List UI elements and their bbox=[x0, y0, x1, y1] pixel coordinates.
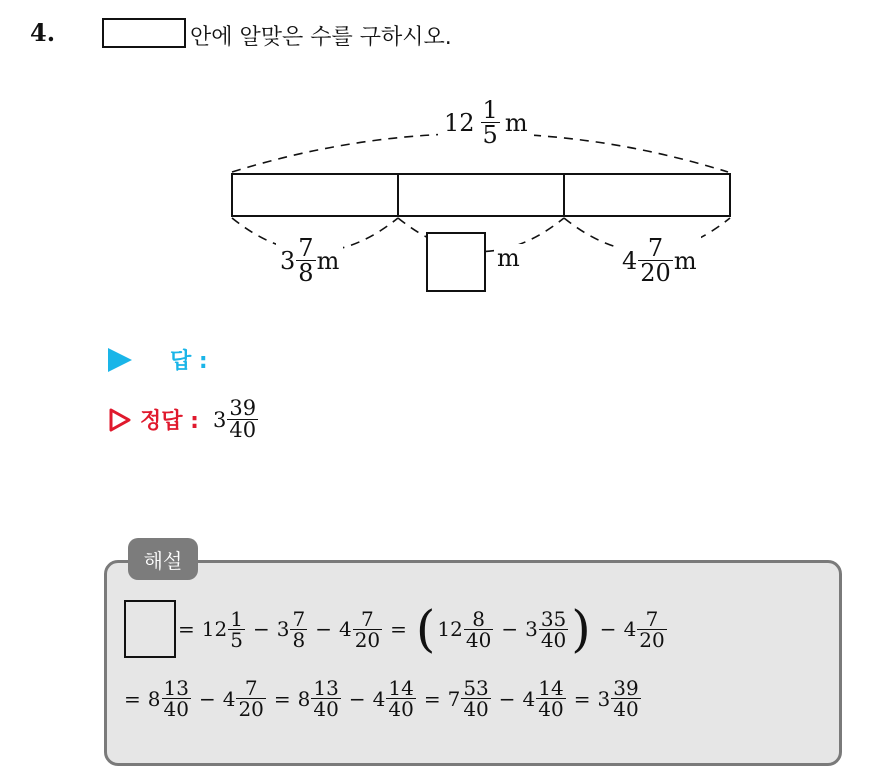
middle-unit: m bbox=[494, 244, 523, 272]
whole-number: 4 bbox=[222, 686, 236, 711]
numerator: 8 bbox=[472, 606, 485, 631]
whole-number: 8 bbox=[147, 686, 161, 711]
mixed-number bbox=[276, 606, 308, 652]
question-text: 안에 알맞은 수를 구하시오. bbox=[190, 25, 452, 50]
denominator: 40 bbox=[540, 627, 567, 652]
denominator: 40 bbox=[613, 697, 639, 721]
right-length-label bbox=[618, 236, 701, 285]
minus-sign: − bbox=[198, 686, 216, 711]
numerator: 7 bbox=[298, 234, 314, 262]
numerator: 13 bbox=[163, 676, 189, 700]
mixed-number bbox=[448, 678, 492, 719]
whole-number: 4 bbox=[372, 686, 386, 711]
whole-number: 12 bbox=[201, 617, 228, 641]
whole-number: 4 bbox=[622, 246, 638, 275]
fraction bbox=[638, 236, 673, 285]
whole-number: 3 bbox=[276, 617, 290, 641]
left-length-label bbox=[276, 236, 343, 285]
numerator: 7 bbox=[292, 606, 306, 631]
whole-number: 12 bbox=[444, 108, 475, 137]
fraction bbox=[461, 678, 490, 719]
denominator: 5 bbox=[482, 121, 498, 149]
whole-number: 3 bbox=[525, 617, 538, 641]
numerator: 7 bbox=[244, 676, 258, 700]
fraction bbox=[236, 678, 265, 719]
mixed-number bbox=[201, 606, 246, 652]
mixed-number bbox=[597, 678, 641, 719]
numerator: 14 bbox=[388, 676, 414, 700]
fraction bbox=[227, 398, 258, 441]
unit: m bbox=[316, 246, 340, 275]
fraction bbox=[311, 678, 340, 719]
numerator: 7 bbox=[647, 234, 664, 262]
mixed-number bbox=[373, 678, 417, 719]
equals-sign: = bbox=[273, 686, 291, 711]
fraction bbox=[536, 678, 565, 719]
mixed-number bbox=[148, 678, 192, 719]
question-number: 4. bbox=[30, 18, 56, 47]
fraction bbox=[464, 606, 493, 652]
answer-label: 답 : bbox=[170, 349, 208, 374]
blank-box bbox=[124, 600, 176, 658]
whole-number: 12 bbox=[437, 617, 463, 641]
minus-sign: − bbox=[348, 686, 366, 711]
denominator: 40 bbox=[229, 418, 257, 442]
left-paren: ( bbox=[415, 600, 436, 658]
whole-number: 4 bbox=[522, 686, 536, 711]
fraction bbox=[637, 606, 666, 652]
fraction bbox=[290, 606, 307, 652]
correct-answer-value bbox=[213, 398, 259, 441]
numerator: 1 bbox=[482, 96, 498, 124]
minus-sign: − bbox=[315, 617, 332, 641]
whole-number: 8 bbox=[297, 686, 311, 711]
denominator: 20 bbox=[639, 627, 665, 652]
numerator: 39 bbox=[229, 396, 257, 420]
fraction bbox=[162, 678, 191, 719]
numerator: 39 bbox=[613, 676, 639, 700]
minus-sign: − bbox=[501, 617, 519, 641]
denominator: 5 bbox=[230, 627, 243, 652]
mixed-number bbox=[523, 678, 567, 719]
mixed-number bbox=[298, 678, 342, 719]
whole-number: 4 bbox=[623, 617, 637, 641]
denominator: 40 bbox=[463, 697, 489, 721]
bar bbox=[232, 174, 730, 216]
numerator: 13 bbox=[313, 676, 339, 700]
solution-line-1 bbox=[124, 600, 668, 658]
mixed-number bbox=[623, 606, 668, 652]
denominator: 40 bbox=[313, 697, 339, 721]
minus-sign: − bbox=[252, 617, 270, 641]
total-length-label bbox=[438, 98, 534, 147]
denominator: 20 bbox=[640, 259, 671, 287]
mixed-number bbox=[437, 606, 494, 652]
solution-box bbox=[104, 560, 842, 766]
whole-number: 3 bbox=[597, 686, 611, 711]
numerator: 7 bbox=[645, 606, 659, 631]
solution-tab: 해설 bbox=[128, 538, 198, 580]
fraction bbox=[296, 236, 315, 285]
fraction bbox=[228, 606, 245, 652]
minus-sign: − bbox=[599, 617, 617, 641]
denominator: 40 bbox=[163, 697, 189, 721]
fraction bbox=[611, 678, 640, 719]
denominator: 20 bbox=[238, 697, 264, 721]
mixed-number bbox=[525, 606, 569, 652]
fraction bbox=[481, 98, 500, 147]
whole-number: 3 bbox=[212, 407, 227, 432]
fraction bbox=[353, 606, 382, 652]
mixed-number bbox=[338, 606, 383, 652]
numerator: 7 bbox=[361, 606, 374, 631]
denominator: 8 bbox=[292, 627, 306, 652]
whole-number: 4 bbox=[338, 617, 352, 641]
equals-sign: = bbox=[390, 617, 407, 641]
equals-sign: = bbox=[124, 686, 141, 711]
correct-answer-label: 정답 : bbox=[140, 409, 199, 434]
denominator: 40 bbox=[538, 697, 564, 721]
solution-line-2 bbox=[124, 678, 642, 719]
unit: m bbox=[673, 246, 697, 275]
numerator: 1 bbox=[230, 606, 243, 631]
whole-number: 7 bbox=[447, 686, 461, 711]
equals-sign: = bbox=[573, 686, 591, 711]
equals-sign: = bbox=[178, 617, 195, 641]
whole-number: 3 bbox=[280, 246, 296, 275]
unknown-box bbox=[426, 232, 486, 292]
denominator: 8 bbox=[298, 259, 314, 287]
denominator: 40 bbox=[388, 697, 414, 721]
numerator: 35 bbox=[540, 606, 567, 631]
fraction bbox=[539, 606, 568, 652]
minus-sign: − bbox=[498, 686, 516, 711]
right-paren: ) bbox=[571, 600, 591, 658]
equals-sign: = bbox=[423, 686, 441, 711]
unit: m bbox=[504, 108, 528, 137]
denominator: 40 bbox=[465, 627, 492, 652]
numerator: 53 bbox=[463, 676, 489, 700]
fraction bbox=[386, 678, 415, 719]
correct-answer-row bbox=[108, 398, 259, 441]
numerator: 14 bbox=[538, 676, 564, 700]
mixed-number bbox=[223, 678, 267, 719]
outline-triangle-icon bbox=[108, 407, 132, 433]
denominator: 20 bbox=[354, 627, 381, 652]
play-triangle-icon bbox=[108, 348, 132, 372]
answer-row bbox=[108, 344, 208, 375]
